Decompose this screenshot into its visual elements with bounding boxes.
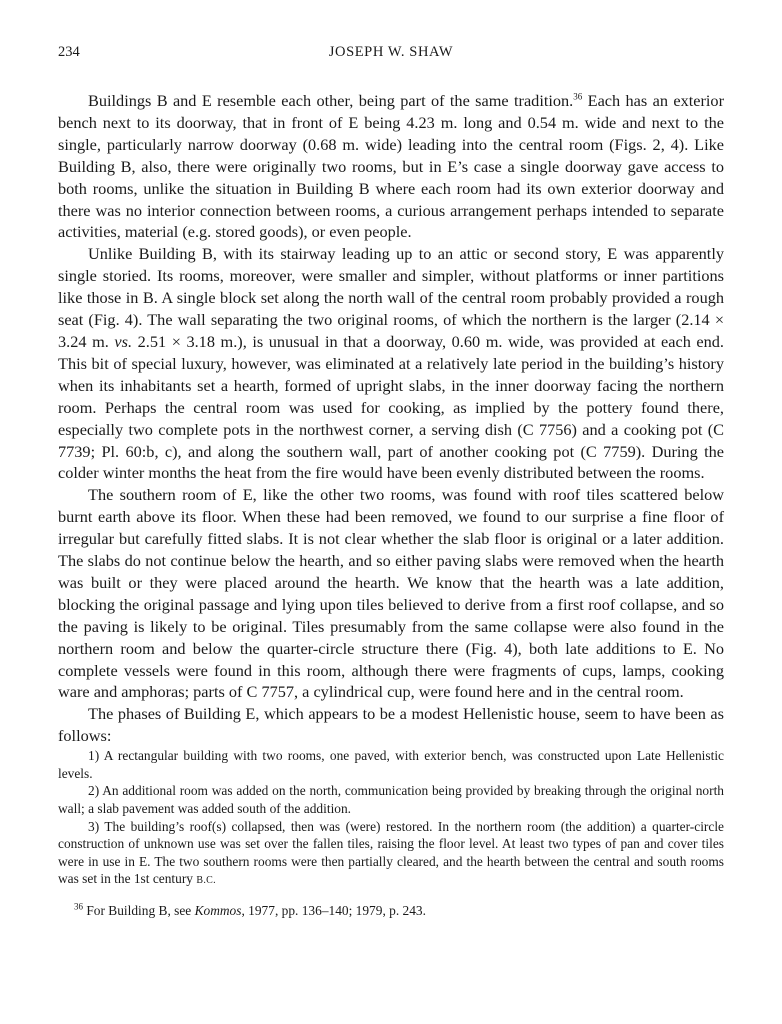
italic-term: vs. <box>114 331 133 351</box>
footnote <box>58 902 724 919</box>
phase-item-1: 1) A rectangular building with two rooms, one paved, with exterior bench, was constructed upon Late Hellenistic levels. <box>58 748 724 781</box>
footnote-italic: Kommos <box>194 902 242 918</box>
running-head <box>58 44 724 70</box>
phase-item-3 <box>58 818 724 890</box>
paragraph-text: Buildings B and E resemble each other, being part of the same tradition. <box>88 91 574 110</box>
paragraph-text: Each has an exterior bench next to its doorway, that in front of E being 4.23 m. long and 0.54 m. wide and next to the single, particularly narrow doorway (0.68 m. wide) leading into the central room (Figs. 2, 4). Like Building B, also, there were originally two rooms, but in E’s case a single doorway gave access to both rooms, unlike the situation in Building B where each room had its own exterior doorway and there was no interior connection between rooms, a curious arrangement perhaps intended to separate activities, material (e.g. stored goods), or even people. <box>58 91 724 242</box>
phase-list <box>58 747 724 890</box>
paragraph-text: Unlike Building B, with its stairway leading up to an attic or second story, E was apparently single storied. Its rooms, moreover, were smaller and simpler, without platforms or inner partitions like those in B. A single block set along the north wall of the central room probably provided a rough seat (Fig. 4). The wall separating the two original rooms, of which the northern is the larger (2.14 × 3.24 m. <box>58 244 724 351</box>
paragraph-text: 2.51 × 3.18 m.), is unusual in that a doorway, 0.60 m. wide, was provided at each end. This bit of special luxury, however, was eliminated at a relatively late period in the building’s history when its inhabitants set a hearth, formed of upright slabs, in the inner doorway facing the northern room. Perhaps the central room was used for cooking, as implied by the pottery found there, especially two complete pots in the northwest corner, a serving dish (C 7756) and a cooking pot (C 7739; Pl. 60:b, c), and along the southern wall, part of another cooking pot (C 7759). During the colder winter months the heat from the fire would have been evenly distributed between the rooms. <box>58 331 724 483</box>
paragraph-2 <box>58 243 724 484</box>
paragraph-3: The southern room of E, like the other two rooms, was found with roof tiles scattered below burnt earth above its floor. When these had been removed, we found to our surprise a fine floor of irregular but carefully fitted slabs. It is not clear whether the slab floor is original or a later addition. The slabs do not continue below the hearth, and so either paving slabs were removed when the hearth was built or they were placed around the hearth. We know that the hearth was a late addition, blocking the original passage and lying upon tiles believed to derive from a first roof collapse, and so the paving is likely to be original. Tiles presumably from the same collapse were also found in the northern room and below the quarter-circle structure there (Fig. 4), both late additions to E. No complete vessels were found in this room, although there were fragments of cups, lamps, cooking ware and amphoras; parts of C 7757, a cylindrical cup, were found here and in the central room. <box>58 485 724 702</box>
footnote-number: 36 <box>74 901 83 912</box>
footnote-text: For Building B, see <box>83 902 195 918</box>
paragraph-4: The phases of Building E, which appears to be a modest Hellenistic house, seem to have been as follows: <box>58 704 724 746</box>
phase-text: 3) The building’s roof(s) collapsed, then was (were) restored. In the northern room (the addition) a quarter-circle construction of unknown use was set over the fallen tiles, raising the floor level. At least two types of pan and cover tiles were in use in E. The two southern rooms were then partially cleared, and the hearth between the central and south rooms was set in the 1st century <box>58 818 724 887</box>
phase-item-2: 2) An additional room was added on the north, communication being provided by breaking through the original north wall; a slab pavement was added south of the addition. <box>58 783 724 816</box>
page-number: 234 <box>58 44 80 60</box>
page <box>58 44 724 919</box>
era-abbrev: B.C. <box>196 875 216 887</box>
body-text <box>58 90 724 747</box>
paragraph-1 <box>58 90 724 243</box>
footnote-text: , 1977, pp. 136–140; 1979, p. 243. <box>241 902 426 918</box>
footnote-ref[interactable]: 36 <box>573 91 583 102</box>
running-title: JOSEPH W. SHAW <box>328 44 454 60</box>
